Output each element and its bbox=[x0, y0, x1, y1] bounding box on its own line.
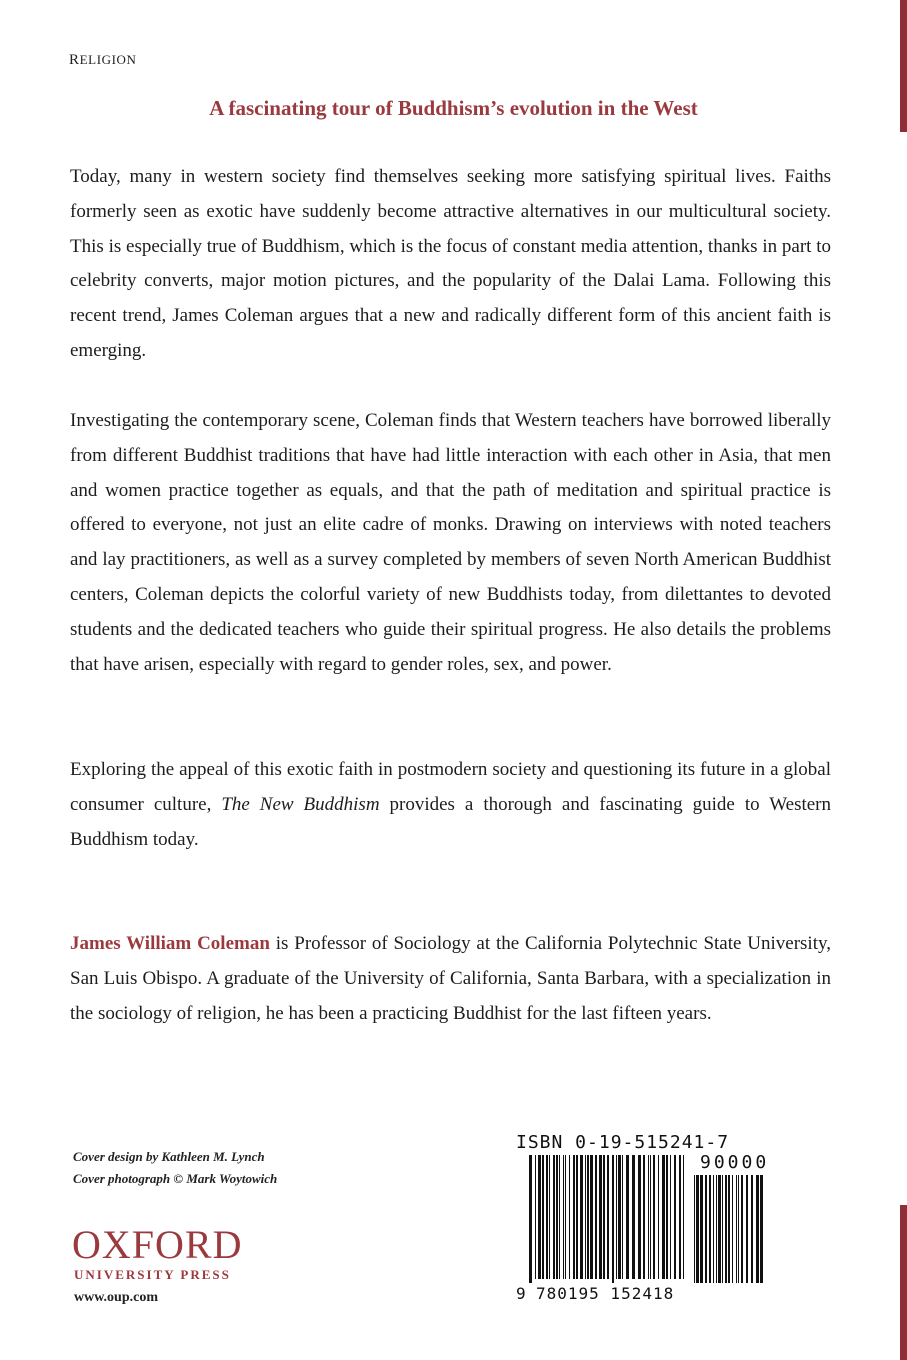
barcode-bar bbox=[549, 1155, 550, 1279]
barcode-bar bbox=[538, 1155, 541, 1279]
barcode-bar bbox=[576, 1155, 578, 1279]
barcode-bar bbox=[696, 1175, 699, 1283]
barcode-bar bbox=[705, 1175, 707, 1283]
barcode-bar bbox=[622, 1155, 623, 1279]
barcode-bar bbox=[666, 1155, 668, 1279]
barcode-bar bbox=[590, 1155, 593, 1279]
description-paragraph-1: Today, many in western society find themselves seeking more satisfying spiritual lives. Faiths formerly seen as exotic have suddenly become attractive alternatives in our multicultural society. This is especially true of Buddhism, which is the focus of constant media attention, thanks in part to celebrity converts, major motion pictures, and the popularity of the Dalai Lama. Following this recent trend, James Coleman argues that a new and radically different form of this ancient faith is emerging. bbox=[70, 166, 831, 361]
barcode-bar bbox=[653, 1155, 655, 1279]
barcode-bar bbox=[728, 1175, 730, 1283]
author-name: James William Coleman bbox=[70, 933, 270, 954]
publisher-logo: OXFORD bbox=[72, 1222, 243, 1267]
category-label: RELIGION bbox=[69, 52, 137, 68]
barcode-bar bbox=[632, 1155, 635, 1279]
barcode-bar bbox=[736, 1175, 737, 1283]
barcode-bar bbox=[546, 1155, 548, 1279]
barcode-bar bbox=[643, 1155, 645, 1279]
author-bio-text: is Professor of Sociology at the California Polytechnic State University, San Luis Obispo. A graduate of the University of California, Santa Barbara, with a specialization in the sociology of religion, he has been a practicing Buddhist for the last fifteen years. bbox=[70, 933, 831, 1024]
barcode-bar bbox=[626, 1155, 629, 1279]
tagline: A fascinating tour of Buddhism’s evolution in the West bbox=[209, 96, 698, 120]
barcode-bar bbox=[679, 1155, 681, 1279]
barcode-bar bbox=[700, 1175, 703, 1283]
barcode-bar bbox=[529, 1155, 532, 1283]
barcode-bar bbox=[670, 1155, 671, 1279]
barcode-bar bbox=[553, 1155, 555, 1279]
author-bio bbox=[70, 927, 831, 1031]
barcode-bar bbox=[683, 1155, 684, 1279]
barcode-bar bbox=[674, 1155, 676, 1279]
paragraph-3-text-start: Exploring the appeal of this exotic faith in postmodern society and questioning its future in a global consumer culture, bbox=[70, 759, 831, 815]
cover-credits bbox=[73, 1146, 277, 1190]
barcode-bar bbox=[694, 1175, 695, 1283]
barcode-bar bbox=[565, 1155, 566, 1279]
barcode-bar bbox=[716, 1175, 717, 1283]
barcode-bar bbox=[638, 1155, 641, 1279]
barcode-bar bbox=[607, 1155, 609, 1279]
barcode-bar bbox=[599, 1155, 602, 1279]
cover-photo-credit: Cover photograph © Mark Woytowich bbox=[73, 1171, 278, 1186]
cover-edge-bar-bottom bbox=[900, 1205, 907, 1360]
barcode-bar bbox=[722, 1175, 723, 1283]
barcode-bar bbox=[650, 1155, 651, 1279]
barcode-bar bbox=[709, 1175, 711, 1283]
barcode-bar bbox=[618, 1155, 621, 1279]
barcode-bar bbox=[563, 1155, 564, 1279]
barcode-bar bbox=[612, 1155, 614, 1283]
barcode-bar bbox=[756, 1175, 759, 1283]
barcode-bar bbox=[713, 1175, 714, 1283]
barcode-bar bbox=[587, 1155, 589, 1279]
barcode-bar bbox=[580, 1155, 583, 1279]
publisher-url: www.oup.com bbox=[74, 1290, 159, 1305]
barcode-bar bbox=[746, 1175, 748, 1283]
barcode-bar bbox=[662, 1155, 665, 1279]
barcode-bar bbox=[542, 1155, 544, 1279]
isbn-label: ISBN 0-19-515241-7 bbox=[516, 1132, 730, 1153]
barcode-bar bbox=[569, 1155, 570, 1279]
barcode-bar bbox=[616, 1155, 617, 1279]
ean-remaining-digits: 780195 152418 bbox=[536, 1284, 675, 1303]
paragraph-3-text-end: provides a thorough and fascinating guide to Western Buddhism today. bbox=[70, 793, 832, 850]
barcode-bar bbox=[535, 1155, 536, 1279]
barcode-bar bbox=[738, 1175, 739, 1283]
ean-first-digit: 9 bbox=[516, 1284, 526, 1303]
barcode-bar bbox=[741, 1175, 743, 1283]
barcode-bar bbox=[556, 1155, 558, 1279]
book-title: The New Buddhism bbox=[221, 793, 380, 815]
ean-barcode bbox=[529, 1155, 691, 1283]
barcode-bar bbox=[559, 1155, 560, 1279]
barcode-bar bbox=[718, 1175, 721, 1283]
barcode-bar bbox=[595, 1155, 597, 1279]
barcode-bar bbox=[725, 1175, 727, 1283]
barcode-bar bbox=[732, 1175, 733, 1283]
barcode-addon-digits: 90000 bbox=[700, 1152, 770, 1173]
publisher-subtitle: UNIVERSITY PRESS bbox=[74, 1267, 231, 1282]
barcode-bar bbox=[658, 1155, 659, 1279]
barcode-bar bbox=[603, 1155, 605, 1279]
barcode-bar bbox=[760, 1175, 763, 1283]
description-paragraph-2: Investigating the contemporary scene, Coleman finds that Western teachers have borrowed liberally from different Buddhist traditions that have had little interaction with each other in Asia, that men and women practice together as equals, and that the path of meditation and spiritual practice is offered to everyone, not just an elite cadre of monks. Drawing on interviews with noted teachers and lay practitioners, as well as a survey completed by members of seven North American Buddhist centers, Coleman depicts the colorful variety of new Buddhists today, from dilettantes to devoted students and the dedicated teachers who guide their spiritual progress. He also details the problems that have arisen, especially with regard to gender roles, sex, and power. bbox=[70, 410, 831, 675]
barcode-bar bbox=[751, 1175, 753, 1283]
barcode-bar bbox=[573, 1155, 575, 1279]
barcode-bar bbox=[585, 1155, 586, 1279]
addon-barcode bbox=[694, 1175, 766, 1283]
barcode-bar bbox=[648, 1155, 649, 1279]
cover-design-credit: Cover design by Kathleen M. Lynch bbox=[73, 1149, 265, 1164]
description-paragraph-3 bbox=[70, 753, 831, 857]
